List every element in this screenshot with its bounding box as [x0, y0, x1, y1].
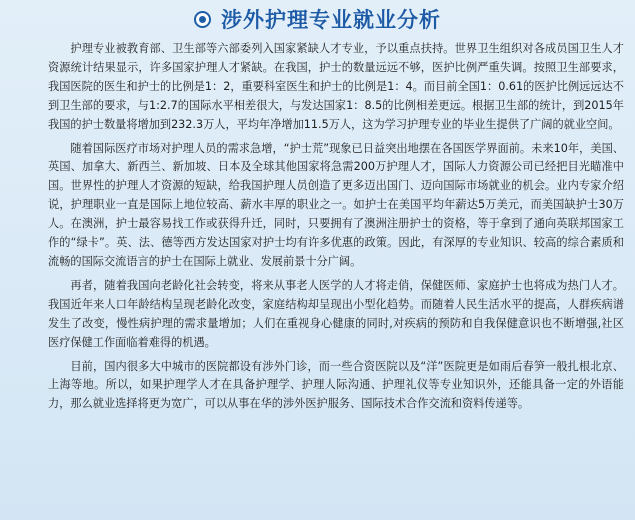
title-bar — [0, 0, 635, 38]
paragraph: 目前，国内很多大中城市的医院都设有涉外门诊，而一些合资医院以及“洋”医院更是如雨后春笋一般扎根北京、上海等地。所以，如果护理学人才在具备护理学、护理人际沟通、护理礼仪等专业知识外，还能具备一定的外语能力，那么就业选择将更为宽广，可以从事在华的涉外医护服务、国际技术合作交流和资料传递等。 — [48, 359, 624, 411]
circle-bullet-icon — [194, 11, 211, 28]
page-title: 涉外护理专业就业分析 — [221, 8, 441, 32]
paragraph: 再者，随着我国向老龄化社会转变，将来从事老人医学的人才将走俏，保健医师、家庭护士也将成为热门人才。我国近年来人口年龄结构呈现老龄化改变，家庭结构却呈现出小型化趋势。而随着人民生活水平的提高，人群疾病谱发生了改变，慢性病护理的需求量增加；人们在重视身心健康的同时,对疾病的预防和自我保健意识也不断增强,社区医疗保健工作面临着难得的机遇。 — [48, 278, 624, 349]
article-body — [48, 40, 624, 419]
paragraph: 随着国际医疗市场对护理人员的需求急增，“护士荒”现象已日益突出地摆在各国医学界面前。未来10年，美国、英国、加拿大、新西兰、新加坡、日本及全球其他国家将急需200万护理人才，国际人力资源公司已经把目光瞄准中国。世界性的护理人才资源的短缺，给我国护理人员创造了更多迈出国门、迈向国际市场就业的机会。业内专家介绍说，护理职业一直是国际上地位较高、薪水丰厚的职业之一。如护士在美国平均年薪达5万美元，而美国缺护士30万人。在澳洲，护士最容易找工作或获得升迁，同时，只要拥有了澳洲注册护士的资格，等于拿到了通向英联邦国家工作的“绿卡”。英、法、德等西方发达国家对护士均有许多优惠的政策。因此，有深厚的专业知识、较高的综合素质和流畅的国际交流语言的护士在国际上就业、发展前景十分广阔。 — [48, 141, 624, 268]
paragraph: 护理专业被教育部、卫生部等六部委列入国家紧缺人才专业，予以重点扶持。世界卫生组织对各成员国卫生人才资源统计结果显示，许多国家护理人才紧缺。在我国，护士的数量远远不够，医护比例严重失调。按照卫生部要求，我国医院的医生和护士的比例是1：2，重要科室医生和护士的比例是1：4。而目前全国1：0.61的医护比例远远达不到卫生部的要求，与1:2.7的国际水平相差很大，与发达国家1：8.5的比例相差更远。根据卫生部的统计，到2015年我国的护士数量将增加到232.3万人，平均年净增加11.5万人，这为学习护理专业的毕业生提供了广阔的就业空间。 — [48, 42, 624, 131]
